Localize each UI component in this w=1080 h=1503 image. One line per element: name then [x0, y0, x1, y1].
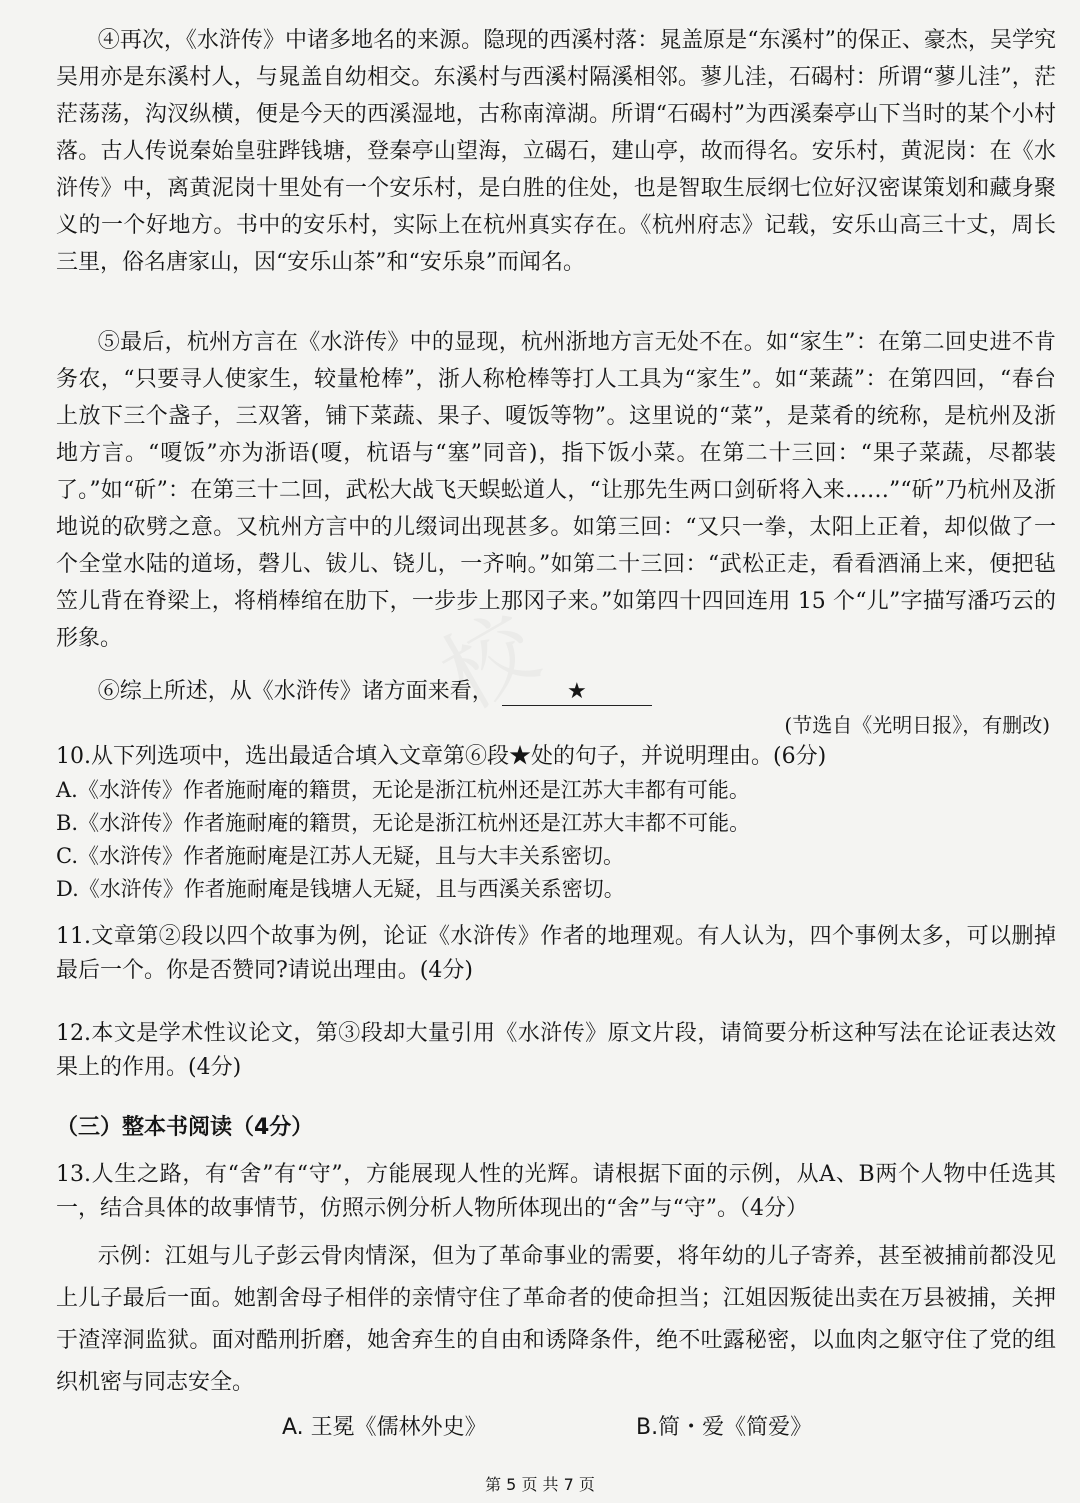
source-note: (节选自《光明日报》，有删改)	[784, 713, 1050, 737]
question-13: 13.人生之路，有“舍”有“守”，方能展现人性的光辉。请根据下面的示例，从A、B两个人物中任选其一，结合具体的故事情节，仿照示例分析人物所体现出的“舍”与“守”。（4分）	[56, 1162, 1056, 1221]
paragraph-6	[56, 673, 1056, 710]
question-10-option-d: D.《水浒传》作者施耐庵是钱塘人无疑，且与西溪关系密切。	[56, 877, 625, 901]
question-12: 12.本文是学术性议论文，第③段却大量引用《水浒传》原文片段，请简要分析这种写法在论证表达效果上的作用。(4分)	[56, 1021, 1056, 1080]
page-footer: 第 5 页 共 7 页	[485, 1475, 595, 1494]
question-11: 11.文章第②段以四个故事为例，论证《水浒传》作者的地理观。有人认为，四个事例太多，可以删掉最后一个。你是否赞同?请说出理由。(4分)	[56, 924, 1056, 983]
choice-a: A. 王冕《儒林外史》	[282, 1415, 487, 1440]
question-10-stem: 10.从下列选项中，选出最适合填入文章第⑥段★处的句子，并说明理由。(6分)	[56, 744, 827, 769]
example-paragraph: 示例：江姐与儿子彭云骨肉情深，但为了革命事业的需要，将年幼的儿子寄养，甚至被捕前都没见上儿子最后一面。她割舍母子相伴的亲情守住了革命者的使命担当；江姐因叛徒出卖在万县被捕，关押于渣滓洞监狱。面对酷刑折磨，她舍弃生的自由和诱降条件，绝不吐露秘密，以血肉之躯守住了党的组织机密与同志安全。	[56, 1244, 1056, 1395]
paragraph-6-text: ⑥综上所述，从《水浒传》诸方面来看，	[97, 679, 494, 704]
question-10-option-a: A.《水浒传》作者施耐庵的籍贯，无论是浙江杭州还是江苏大丰都有可能。	[56, 778, 750, 802]
answer-blank-star: ★	[502, 679, 652, 706]
question-10-option-b: B.《水浒传》作者施耐庵的籍贯，无论是浙江杭州还是江苏大丰都不可能。	[56, 811, 751, 835]
paragraph-5: ⑤最后，杭州方言在《水浒传》中的显现，杭州浙地方言无处不在。如“家生”：在第二回史进不肯务农，“只要寻人使家生，较量枪棒”，浙人称枪棒等打人工具为“家生”。如“莱蔬”：在第四回，“春台上放下三个盏子，三双箸，铺下菜蔬、果子、嗄饭等物”。这里说的“菜”，是菜肴的统称，是杭州及浙地方言。“嗄饭”亦为浙语(嗄，杭语与“塞”同音)，指下饭小菜。在第二十三回：“果子菜蔬，尽都装了。”如“斫”：在第三十二回，武松大战飞天蜈蚣道人，“让那先生两口剑斫将入来……”“斫”乃杭州及浙地说的砍劈之意。又杭州方言中的儿缀词出现甚多。如第三回：“又只一拳，太阳上正着，却似做了一个全堂水陆的道场，磬儿、钹儿、铙儿，一齐响。”如第二十三回：“武松正走，看看酒涌上来，便把毡笠儿背在脊梁上，将梢棒绾在肋下，一步步上那冈子来。”如第四十四回连用 15 个“儿”字描写潘巧云的形象。	[56, 330, 1056, 651]
question-10-option-c: C.《水浒传》作者施耐庵是江苏人无疑，且与大丰关系密切。	[56, 844, 624, 868]
choice-b: B.简・爱《简爱》	[636, 1415, 813, 1440]
section-3-title: （三）整本书阅读（4分）	[56, 1115, 314, 1140]
paragraph-4: ④再次，《水浒传》中诸多地名的来源。隐现的西溪村落：晁盖原是“东溪村”的保正、豪杰，吴学究吴用亦是东溪村人，与晁盖自幼相交。东溪村与西溪村隔溪相邻。蓼儿洼，石碣村：所谓“蓼儿洼”，茫茫荡荡，沟汊纵横，便是今天的西溪湿地，古称南漳湖。所谓“石碣村”为西溪秦亭山下当时的某个小村落。古人传说秦始皇驻跸钱塘，登秦亭山望海，立碣石，建山亭，故而得名。安乐村，黄泥岗：在《水浒传》中，离黄泥岗十里处有一个安乐村，是白胜的住处，也是智取生辰纲七位好汉密谋策划和藏身聚义的一个好地方。书中的安乐村，实际上在杭州真实存在。《杭州府志》记载，安乐山高三十丈，周长三里，俗名唐家山，因“安乐山茶”和“安乐泉”而闻名。	[56, 28, 1056, 275]
